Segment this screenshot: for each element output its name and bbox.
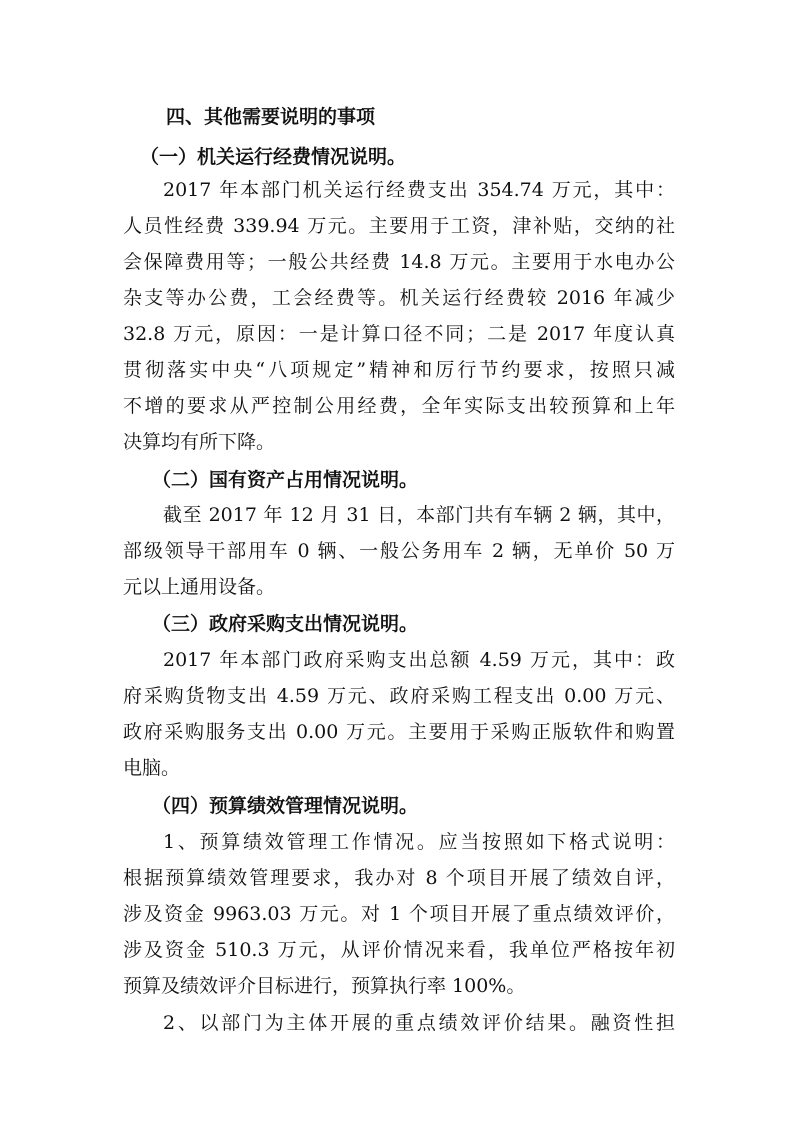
paragraph-line: 杂支等办公费，工会经费等。机关运行经费较 2016 年减少 bbox=[123, 287, 675, 309]
heading-government-procurement: （三）政府采购支出情况说明。 bbox=[152, 613, 419, 635]
paragraph-line: 元以上通用设备。 bbox=[123, 576, 276, 598]
paragraph-line: 部级领导干部用车 0 辆、一般公务用车 2 辆，无单价 50 万 bbox=[123, 540, 675, 562]
heading-state-assets: （二）国有资产占用情况说明。 bbox=[152, 469, 419, 491]
paragraph-line: 2、以部门为主体开展的重点绩效评价结果。融资性担 bbox=[163, 1012, 675, 1034]
paragraph-line: 2017 年本部门机关运行经费支出 354.74 万元，其中： bbox=[163, 179, 675, 201]
section-title: 四、其他需要说明的事项 bbox=[166, 106, 376, 128]
paragraph-line: 决算均有所下降。 bbox=[123, 431, 276, 453]
paragraph-line: 32.8 万元，原因：一是计算口径不同；二是 2017 年度认真 bbox=[123, 323, 675, 345]
heading-operating-expenses: （一）机关运行经费情况说明。 bbox=[140, 146, 407, 168]
paragraph-line: 2017 年本部门政府采购支出总额 4.59 万元，其中：政 bbox=[163, 649, 675, 671]
paragraph-line: 截至 2017 年 12 月 31 日，本部门共有车辆 2 辆，其中， bbox=[163, 504, 675, 526]
paragraph-line: 1、预算绩效管理工作情况。应当按照如下格式说明： bbox=[163, 831, 675, 853]
paragraph-line: 涉及资金 510.3 万元，从评价情况来看，我单位严格按年初 bbox=[123, 939, 675, 961]
paragraph-line: 府采购货物支出 4.59 万元、政府采购工程支出 0.00 万元、 bbox=[123, 685, 675, 707]
paragraph-line: 不增的要求从严控制公用经费，全年实际支出较预算和上年 bbox=[123, 395, 675, 417]
paragraph-line: 贯彻落实中央“八项规定”精神和厉行节约要求，按照只减 bbox=[123, 359, 675, 381]
paragraph-line: 预算及绩效评介目标进行，预算执行率 100%。 bbox=[123, 975, 526, 997]
paragraph-line: 根据预算绩效管理要求，我办对 8 个项目开展了绩效自评， bbox=[123, 867, 675, 889]
paragraph-line: 会保障费用等；一般公共经费 14.8 万元。主要用于水电办公 bbox=[123, 251, 675, 273]
paragraph-line: 政府采购服务支出 0.00 万元。主要用于采购正版软件和购置 bbox=[123, 721, 675, 743]
paragraph-line: 涉及资金 9963.03 万元。对 1 个项目开展了重点绩效评价， bbox=[123, 903, 675, 925]
heading-performance-management: （四）预算绩效管理情况说明。 bbox=[152, 795, 419, 817]
paragraph-line: 人员性经费 339.94 万元。主要用于工资，津补贴，交纳的社 bbox=[123, 215, 675, 237]
paragraph-line: 电脑。 bbox=[123, 757, 181, 779]
